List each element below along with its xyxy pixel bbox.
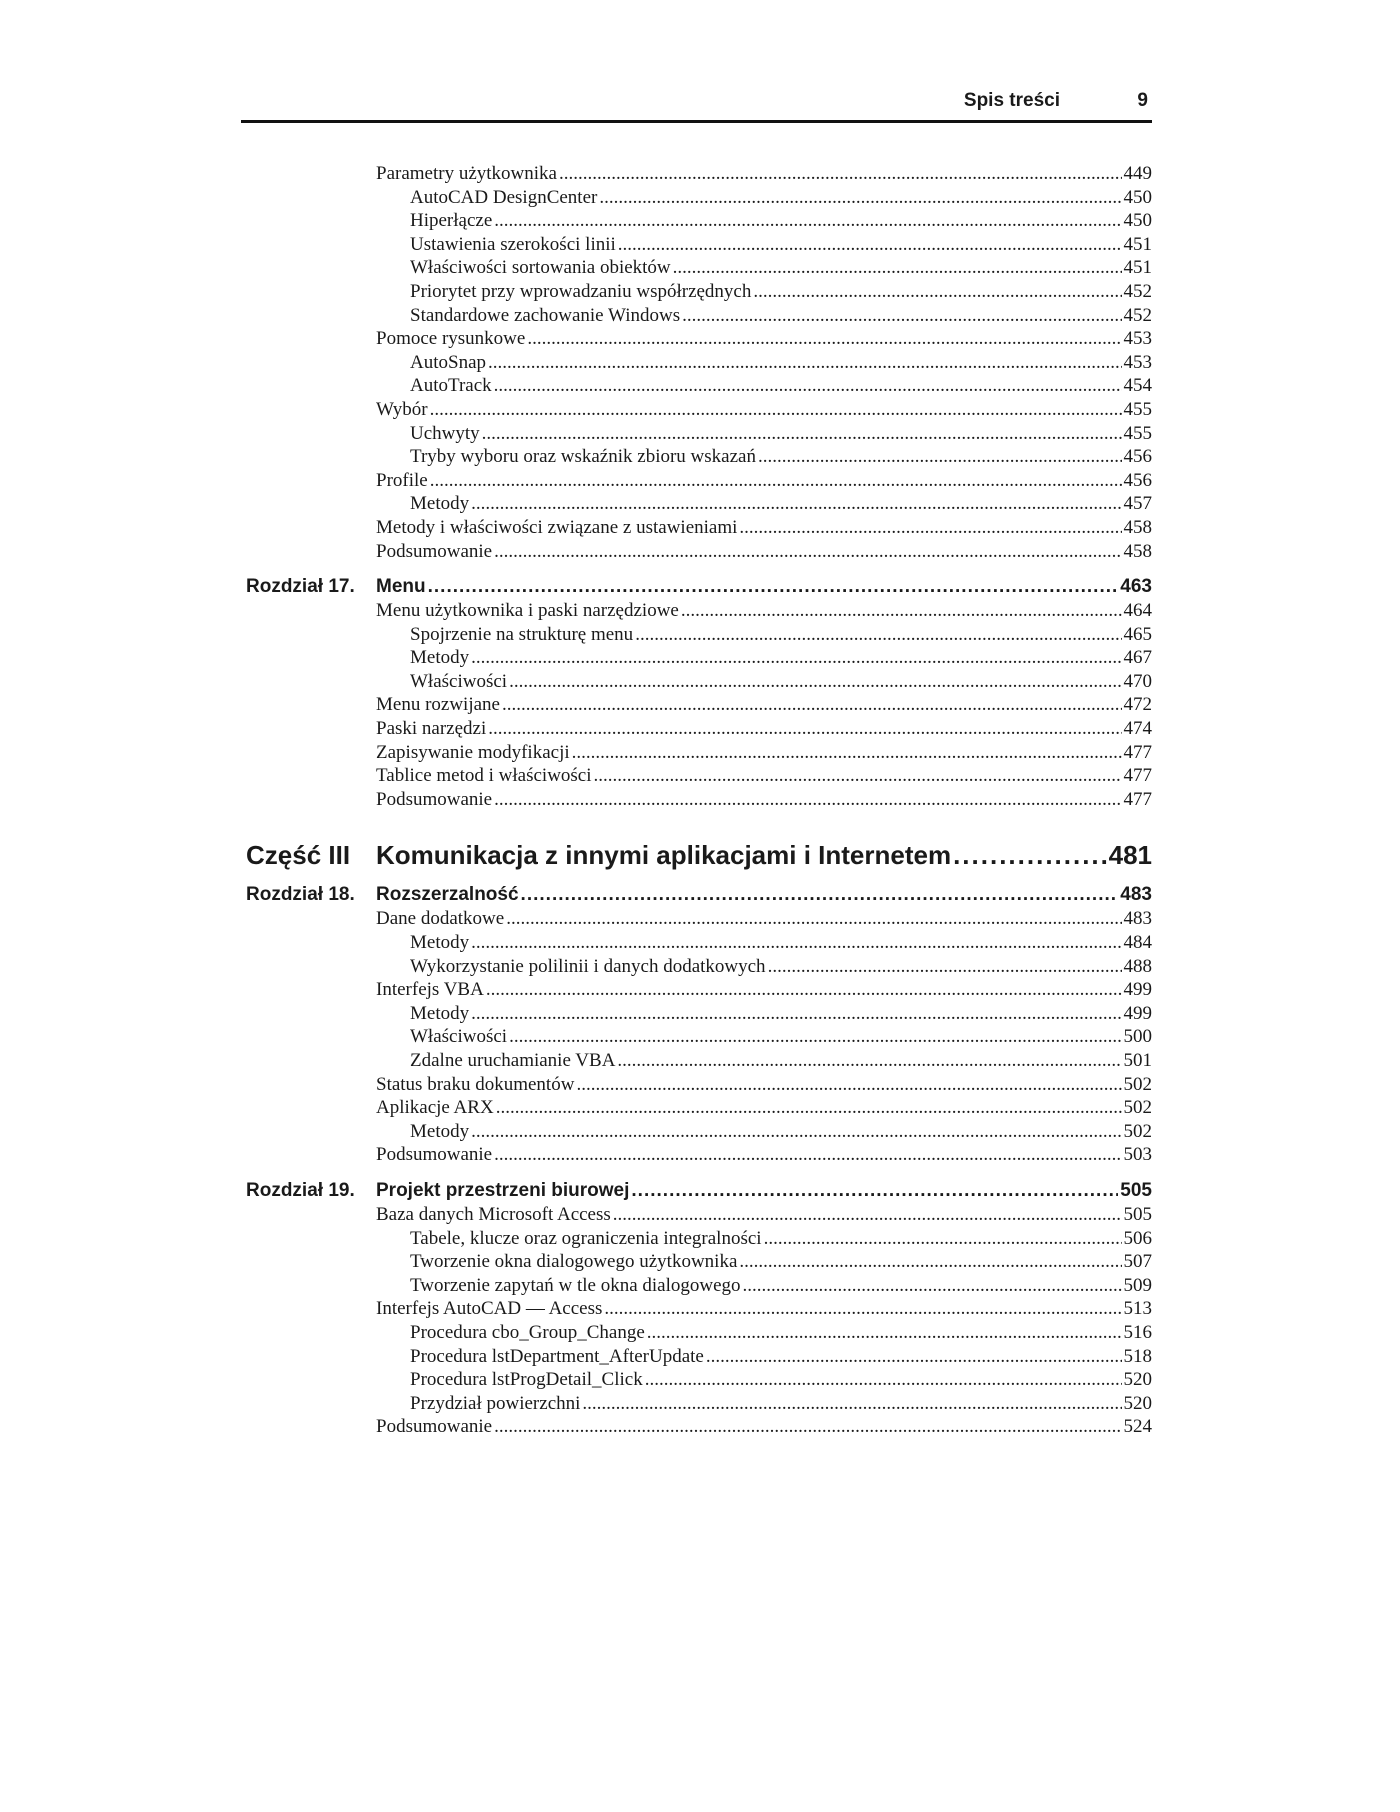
toc-entry-title: Pomoce rysunkowe bbox=[376, 328, 526, 350]
toc-entry bbox=[246, 1227, 1152, 1251]
toc-entry bbox=[246, 1321, 1152, 1345]
toc-entry bbox=[246, 1392, 1152, 1416]
chapter-heading bbox=[246, 883, 1152, 907]
dot-leader bbox=[582, 1392, 1121, 1416]
dot-leader bbox=[521, 883, 1119, 907]
dot-leader bbox=[471, 492, 1121, 516]
toc-entry bbox=[246, 1002, 1152, 1026]
dot-leader bbox=[599, 186, 1121, 210]
toc-entry-title: Procedura cbo_Group_Change bbox=[410, 1321, 645, 1343]
dot-leader bbox=[494, 1415, 1121, 1439]
toc-entry-page: 484 bbox=[1123, 932, 1152, 954]
toc-entry-title: Wykorzystanie polilinii i danych dodatkowych bbox=[410, 955, 766, 977]
toc-entry-page: 477 bbox=[1123, 765, 1152, 787]
toc-entry-page: 520 bbox=[1123, 1369, 1152, 1391]
chapter-title: Projekt przestrzeni biurowej bbox=[376, 1179, 630, 1201]
chapter-page-number: 463 bbox=[1120, 576, 1152, 598]
toc-entry-title: Podsumowanie bbox=[376, 1144, 493, 1166]
toc-entry bbox=[246, 1025, 1152, 1049]
toc-entry-title: Uchwyty bbox=[410, 422, 480, 444]
toc-entry bbox=[246, 280, 1152, 304]
dot-leader bbox=[682, 304, 1121, 328]
toc-entry-page: 505 bbox=[1123, 1203, 1152, 1225]
dot-leader bbox=[509, 670, 1121, 694]
part-heading bbox=[246, 839, 1152, 871]
toc-entry-page: 456 bbox=[1123, 469, 1152, 491]
toc-entry-title: Procedura lstProgDetail_Click bbox=[410, 1369, 643, 1391]
dot-leader bbox=[471, 1002, 1121, 1026]
dot-leader bbox=[647, 1321, 1122, 1345]
dot-leader bbox=[604, 1297, 1121, 1321]
toc-entry-title: Właściwości sortowania obiektów bbox=[410, 257, 671, 279]
toc-entry-page: 474 bbox=[1123, 718, 1152, 740]
toc-entry bbox=[246, 717, 1152, 741]
toc-entry-page: 513 bbox=[1123, 1298, 1152, 1320]
toc-entry-page: 507 bbox=[1123, 1251, 1152, 1273]
toc-entry-title: Właściwości bbox=[410, 1026, 508, 1048]
toc-entry bbox=[246, 1274, 1152, 1298]
toc-entry bbox=[246, 1049, 1152, 1073]
dot-leader bbox=[617, 1049, 1121, 1073]
dot-leader bbox=[527, 327, 1121, 351]
dot-leader bbox=[494, 209, 1121, 233]
toc-entry-page: 499 bbox=[1123, 1002, 1152, 1024]
toc-entry-page: 452 bbox=[1123, 304, 1152, 326]
toc-entry-title: Parametry użytkownika bbox=[376, 163, 557, 184]
toc-entry-title: Metody bbox=[410, 647, 470, 669]
part-page-number: 481 bbox=[1108, 840, 1152, 871]
header-title: Spis treści bbox=[963, 90, 1060, 111]
toc-entry-title: Status braku dokumentów bbox=[376, 1073, 575, 1095]
toc-entry-title: Metody i właściwości związane z ustawieniami bbox=[376, 516, 738, 538]
toc-entry-title: AutoCAD DesignCenter bbox=[410, 186, 598, 208]
toc-entry-page: 455 bbox=[1123, 398, 1152, 420]
toc-entry-page: 506 bbox=[1123, 1227, 1152, 1249]
toc-entry bbox=[246, 741, 1152, 765]
toc-entry-page: 452 bbox=[1123, 280, 1152, 302]
toc-entry-title: Aplikacje ARX bbox=[376, 1097, 494, 1119]
dot-leader bbox=[471, 1120, 1121, 1144]
dot-leader bbox=[494, 374, 1122, 398]
dot-leader bbox=[572, 741, 1122, 765]
dot-leader bbox=[706, 1345, 1122, 1369]
toc-entry-page: 524 bbox=[1123, 1416, 1152, 1438]
dot-leader bbox=[494, 788, 1121, 812]
toc-entry bbox=[246, 1203, 1152, 1227]
toc-entry-title: Wybór bbox=[376, 398, 428, 420]
toc-entry-title: Ustawienia szerokości linii bbox=[410, 233, 616, 255]
toc-entry-page: 458 bbox=[1123, 516, 1152, 538]
dot-leader bbox=[631, 1179, 1118, 1203]
toc-entry-page: 465 bbox=[1123, 623, 1152, 645]
toc-entry bbox=[246, 1120, 1152, 1144]
dot-leader bbox=[494, 1143, 1121, 1167]
toc-entry bbox=[246, 209, 1152, 233]
dot-leader bbox=[488, 717, 1121, 741]
running-header bbox=[241, 88, 1152, 123]
toc-entry-title: Zdalne uruchamianie VBA bbox=[410, 1050, 616, 1071]
dot-leader bbox=[502, 693, 1122, 717]
toc-entry bbox=[246, 599, 1152, 623]
toc-entry-title: Metody bbox=[410, 493, 470, 515]
toc-entry-title: Podsumowanie bbox=[376, 1416, 493, 1438]
toc-entry-page: 502 bbox=[1123, 1120, 1152, 1142]
dot-leader bbox=[471, 931, 1121, 955]
chapter-heading bbox=[246, 575, 1152, 599]
chapter-title: Rozszerzalność bbox=[376, 884, 519, 906]
chapter-title: Menu bbox=[376, 576, 426, 598]
toc-entry bbox=[246, 978, 1152, 1002]
toc-entry-title: Menu użytkownika i paski narzędziowe bbox=[376, 600, 679, 622]
dot-leader bbox=[506, 907, 1121, 931]
toc-entry-title: Procedura lstDepartment_AfterUpdate bbox=[410, 1345, 704, 1367]
toc-entry bbox=[246, 398, 1152, 422]
toc-entry bbox=[246, 623, 1152, 647]
toc-entry-title: Hiperłącze bbox=[410, 210, 493, 232]
toc-entry bbox=[246, 1345, 1152, 1369]
toc-entry bbox=[246, 327, 1152, 351]
toc-entry-page: 488 bbox=[1123, 955, 1152, 977]
toc-entry-page: 450 bbox=[1123, 210, 1152, 232]
toc-entry-title: Profile bbox=[376, 469, 428, 491]
toc-entry-title: AutoSnap bbox=[410, 351, 486, 373]
toc-entry-page: 455 bbox=[1123, 422, 1152, 444]
toc-entry-page: 477 bbox=[1123, 741, 1152, 763]
toc-entry-page: 456 bbox=[1123, 446, 1152, 468]
dot-leader bbox=[509, 1025, 1121, 1049]
part-number: Część III bbox=[246, 840, 351, 871]
dot-leader bbox=[471, 646, 1121, 670]
dot-leader bbox=[488, 351, 1122, 375]
dot-leader bbox=[764, 1227, 1122, 1251]
dot-leader bbox=[739, 1250, 1121, 1274]
toc-entry bbox=[246, 1096, 1152, 1120]
toc-entry-title: Interfejs VBA bbox=[376, 979, 484, 1001]
dot-leader bbox=[681, 599, 1122, 623]
header-page-number: 9 bbox=[1137, 90, 1148, 111]
toc-entry-title: Metody bbox=[410, 932, 470, 954]
toc-entry-title: Tabele, klucze oraz ograniczenia integralności bbox=[410, 1227, 762, 1249]
toc-entry bbox=[246, 256, 1152, 280]
toc-entry bbox=[246, 374, 1152, 398]
chapter-label bbox=[246, 883, 519, 907]
dot-leader bbox=[645, 1368, 1122, 1392]
toc-entry-page: 503 bbox=[1123, 1144, 1152, 1166]
dot-leader bbox=[635, 623, 1121, 647]
toc-entry-title: Baza danych Microsoft Access bbox=[376, 1203, 611, 1225]
toc-entry bbox=[246, 422, 1152, 446]
toc-entry-title: Metody bbox=[410, 1002, 470, 1024]
dot-leader bbox=[743, 1274, 1122, 1298]
toc-entry-page: 502 bbox=[1123, 1073, 1152, 1095]
toc-entry bbox=[246, 670, 1152, 694]
toc-entry bbox=[246, 351, 1152, 375]
toc-entry-page: 477 bbox=[1123, 788, 1152, 810]
toc-entry-title: Spojrzenie na strukturę menu bbox=[410, 623, 634, 645]
chapter-number: Rozdział 19. bbox=[246, 1179, 355, 1201]
toc-entry-page: 499 bbox=[1123, 979, 1152, 1001]
toc-entry bbox=[246, 693, 1152, 717]
dot-leader bbox=[428, 575, 1119, 599]
toc-entry-title: Interfejs AutoCAD — Access bbox=[376, 1298, 603, 1320]
toc-entry bbox=[246, 445, 1152, 469]
toc-entry bbox=[246, 233, 1152, 257]
toc-entry-page: 502 bbox=[1123, 1097, 1152, 1119]
chapter-page-number: 505 bbox=[1120, 1179, 1152, 1201]
dot-leader bbox=[430, 398, 1122, 422]
toc-entry-page: 500 bbox=[1123, 1026, 1152, 1048]
toc-entry-title: AutoTrack bbox=[410, 375, 492, 397]
toc-entry-title: Metody bbox=[410, 1120, 470, 1142]
toc-entry-page: 453 bbox=[1123, 328, 1152, 350]
chapter-label bbox=[246, 575, 426, 599]
toc-entry-page: 472 bbox=[1123, 694, 1152, 716]
toc-entry-title: Tryby wyboru oraz wskaźnik zbioru wskazań bbox=[410, 446, 756, 468]
toc-entry bbox=[246, 304, 1152, 328]
toc-entry-title: Tablice metod i właściwości bbox=[376, 765, 592, 787]
toc-entry-title: Podsumowanie bbox=[376, 788, 493, 810]
toc-entry-page: 520 bbox=[1123, 1392, 1152, 1414]
dot-leader bbox=[494, 540, 1121, 564]
dot-leader bbox=[613, 1203, 1122, 1227]
dot-leader bbox=[753, 280, 1121, 304]
dot-leader bbox=[576, 1073, 1121, 1097]
dot-leader bbox=[673, 256, 1122, 280]
toc-entry-title: Tworzenie okna dialogowego użytkownika bbox=[410, 1251, 738, 1273]
dot-leader bbox=[482, 422, 1122, 446]
toc-entry-title: Dane dodatkowe bbox=[376, 908, 505, 930]
toc-entry-page: 451 bbox=[1123, 233, 1152, 255]
toc-entry-title: Przydział powierzchni bbox=[410, 1392, 581, 1414]
table-of-contents bbox=[246, 162, 1152, 1439]
toc-entry bbox=[246, 764, 1152, 788]
toc-entry-page: 453 bbox=[1123, 351, 1152, 373]
toc-entry bbox=[246, 540, 1152, 564]
toc-entry-page: 450 bbox=[1123, 186, 1152, 208]
dot-leader bbox=[739, 516, 1121, 540]
toc-entry bbox=[246, 1415, 1152, 1439]
toc-entry bbox=[246, 788, 1152, 812]
toc-entry bbox=[246, 492, 1152, 516]
toc-entry bbox=[246, 186, 1152, 210]
dot-leader bbox=[496, 1096, 1122, 1120]
toc-entry-page: 457 bbox=[1123, 493, 1152, 515]
part-title: Komunikacja z innymi aplikacjami i Internetem bbox=[376, 840, 952, 871]
dot-leader bbox=[618, 233, 1122, 257]
toc-entry bbox=[246, 469, 1152, 493]
toc-entry bbox=[246, 955, 1152, 979]
toc-entry bbox=[246, 1143, 1152, 1167]
chapter-number: Rozdział 18. bbox=[246, 884, 355, 906]
toc-entry-page: 509 bbox=[1123, 1274, 1152, 1296]
toc-entry-title: Standardowe zachowanie Windows bbox=[410, 304, 681, 326]
toc-entry-page: 451 bbox=[1123, 257, 1152, 279]
toc-entry-page: 516 bbox=[1123, 1321, 1152, 1343]
toc-entry bbox=[246, 1368, 1152, 1392]
chapter-page-number: 483 bbox=[1120, 884, 1152, 906]
toc-entry-page: 454 bbox=[1123, 375, 1152, 397]
toc-entry-title: Menu rozwijane bbox=[376, 694, 500, 716]
chapter-number: Rozdział 17. bbox=[246, 576, 355, 598]
dot-leader bbox=[559, 162, 1122, 186]
toc-entry bbox=[246, 1073, 1152, 1097]
toc-entry-page: 449 bbox=[1123, 163, 1152, 184]
dot-leader bbox=[953, 839, 1107, 871]
toc-entry-title: Podsumowanie bbox=[376, 540, 493, 562]
toc-entry-title: Właściwości bbox=[410, 670, 508, 692]
toc-entry bbox=[246, 931, 1152, 955]
toc-entry bbox=[246, 162, 1152, 186]
toc-entry-title: Tworzenie zapytań w tle okna dialogowego bbox=[410, 1274, 741, 1296]
part-label bbox=[246, 839, 951, 871]
toc-entry bbox=[246, 646, 1152, 670]
chapter-heading bbox=[246, 1179, 1152, 1203]
dot-leader bbox=[486, 978, 1122, 1002]
toc-entry bbox=[246, 907, 1152, 931]
toc-entry-page: 483 bbox=[1123, 908, 1152, 930]
toc-entry bbox=[246, 516, 1152, 540]
toc-entry bbox=[246, 1297, 1152, 1321]
toc-entry bbox=[246, 1250, 1152, 1274]
dot-leader bbox=[594, 764, 1122, 788]
dot-leader bbox=[758, 445, 1122, 469]
dot-leader bbox=[768, 955, 1122, 979]
toc-entry-title: Priorytet przy wprowadzaniu współrzędnych bbox=[410, 280, 752, 302]
toc-entry-page: 464 bbox=[1123, 600, 1152, 622]
toc-entry-title: Paski narzędzi bbox=[376, 718, 487, 740]
toc-entry-page: 458 bbox=[1123, 540, 1152, 562]
toc-entry-page: 501 bbox=[1123, 1050, 1152, 1071]
toc-entry-page: 470 bbox=[1123, 670, 1152, 692]
toc-entry-page: 467 bbox=[1123, 647, 1152, 669]
toc-entry-title: Zapisywanie modyfikacji bbox=[376, 741, 570, 763]
dot-leader bbox=[430, 469, 1122, 493]
toc-entry-page: 518 bbox=[1123, 1345, 1152, 1367]
chapter-label bbox=[246, 1179, 629, 1203]
